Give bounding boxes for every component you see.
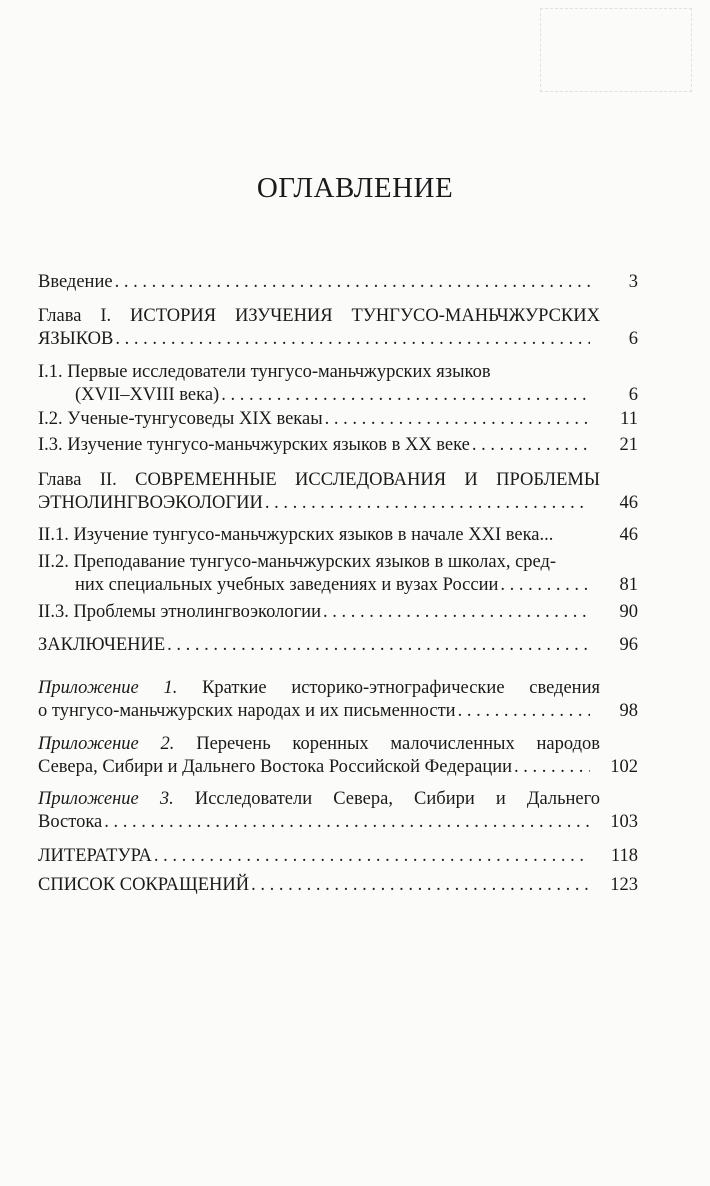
entry-title-cont: (XVII–XVIII века)	[75, 385, 220, 405]
dot-leader	[251, 874, 590, 897]
dot-leader	[167, 634, 590, 657]
toc-entry-abbreviations[interactable]	[38, 874, 638, 897]
dot-leader	[154, 845, 590, 868]
toc-entry-2-2[interactable]	[38, 551, 638, 597]
toc-entry-appendix-1[interactable]	[38, 677, 638, 723]
entry-title-cont: ЯЗЫКОВ	[38, 329, 114, 349]
entry-title: I.1. Первые исследователи тунгусо-маньчжурских языков	[38, 362, 491, 382]
page-number: 123	[610, 875, 638, 895]
entry-title: ЛИТЕРАТУРА	[38, 846, 152, 866]
page-number: 21	[619, 435, 638, 455]
dot-leader	[115, 328, 590, 351]
toc-entry-appendix-3[interactable]	[38, 788, 638, 834]
entry-title: ЗАКЛЮЧЕНИЕ	[38, 635, 166, 655]
dot-leader	[325, 408, 590, 431]
page-title: ОГЛАВЛЕНИЕ	[256, 172, 454, 204]
toc-entry-1-3[interactable]	[38, 434, 638, 457]
dot-leader	[323, 601, 590, 624]
page-number: 118	[610, 846, 638, 866]
entry-title: I.2. Ученые-тунгусоведы XIX векаы	[38, 409, 323, 429]
appendix-label: Приложение 1.	[38, 678, 178, 698]
page-number: 90	[619, 602, 638, 622]
entry-title: Исследователи Севера, Сибири и Дальнего	[194, 789, 600, 809]
dot-leader	[115, 271, 590, 294]
entry-title-cont: Севера, Сибири и Дальнего Востока Российской Федерации	[38, 757, 513, 777]
dot-leader	[104, 811, 590, 834]
entry-title: Введение	[38, 272, 113, 292]
toc-entry-literature[interactable]	[38, 845, 638, 868]
appendix-label: Приложение 2.	[38, 734, 175, 754]
toc-entry-chapter-1[interactable]	[38, 305, 638, 351]
toc-entry-introduction[interactable]	[38, 271, 638, 294]
entry-title: Перечень коренных малочисленных народов	[196, 734, 600, 754]
entry-title-cont: них специальных учебных заведениях и вузах России	[75, 575, 499, 595]
toc-entry-appendix-2[interactable]	[38, 733, 638, 779]
entry-title: I.3. Изучение тунгусо-маньчжурских языков в XX веке	[38, 435, 470, 455]
page-number: 3	[628, 272, 638, 292]
entry-title: II.2. Преподавание тунгусо-маньчжурских языков в школах, сред-	[38, 552, 557, 572]
appendix-label: Приложение 3.	[38, 789, 174, 809]
toc-entry-1-1[interactable]	[38, 361, 638, 407]
page-number: 81	[619, 575, 638, 595]
page-number: 102	[610, 757, 638, 777]
dot-leader	[500, 574, 590, 597]
page-number: 46	[619, 525, 638, 545]
entry-title: Краткие историко-этнографические сведения	[202, 678, 600, 698]
dot-leader	[265, 492, 590, 515]
entry-title: II.1. Изучение тунгусо-маньчжурских языков в начале XXI века...	[38, 525, 554, 545]
page-number: 46	[619, 493, 638, 513]
toc-entry-2-1[interactable]	[38, 524, 638, 547]
page-number: 103	[610, 812, 638, 832]
toc-entry-chapter-2[interactable]	[38, 469, 638, 515]
entry-title: II.3. Проблемы этнолингвоэкологии	[38, 602, 321, 622]
entry-title-cont: о тунгусо-маньчжурских народах и их письменности	[38, 701, 456, 721]
entry-title-cont: ЭТНОЛИНГВОЭКОЛОГИИ	[38, 493, 263, 513]
entry-title: Глава I. ИСТОРИЯ ИЗУЧЕНИЯ ТУНГУСО-МАНЬЧЖУРСКИХ	[38, 306, 600, 326]
page-number: 11	[620, 409, 638, 429]
dot-leader	[221, 384, 590, 407]
faint-library-stamp	[540, 8, 692, 92]
toc-entry-conclusion[interactable]	[38, 634, 638, 657]
page-number: 6	[628, 385, 638, 405]
dot-leader	[458, 700, 590, 723]
page-number: 6	[628, 329, 638, 349]
entry-title: СПИСОК СОКРАЩЕНИЙ	[38, 875, 250, 895]
page-number: 98	[619, 701, 638, 721]
toc-entry-1-2[interactable]	[38, 408, 638, 431]
toc-entry-2-3[interactable]	[38, 601, 638, 624]
dot-leader	[514, 756, 590, 779]
entry-title-cont: Востока	[38, 812, 103, 832]
dot-leader	[472, 434, 590, 457]
page-number: 96	[619, 635, 638, 655]
entry-title: Глава II. СОВРЕМЕННЫЕ ИССЛЕДОВАНИЯ И ПРОБЛЕМЫ	[38, 470, 600, 490]
